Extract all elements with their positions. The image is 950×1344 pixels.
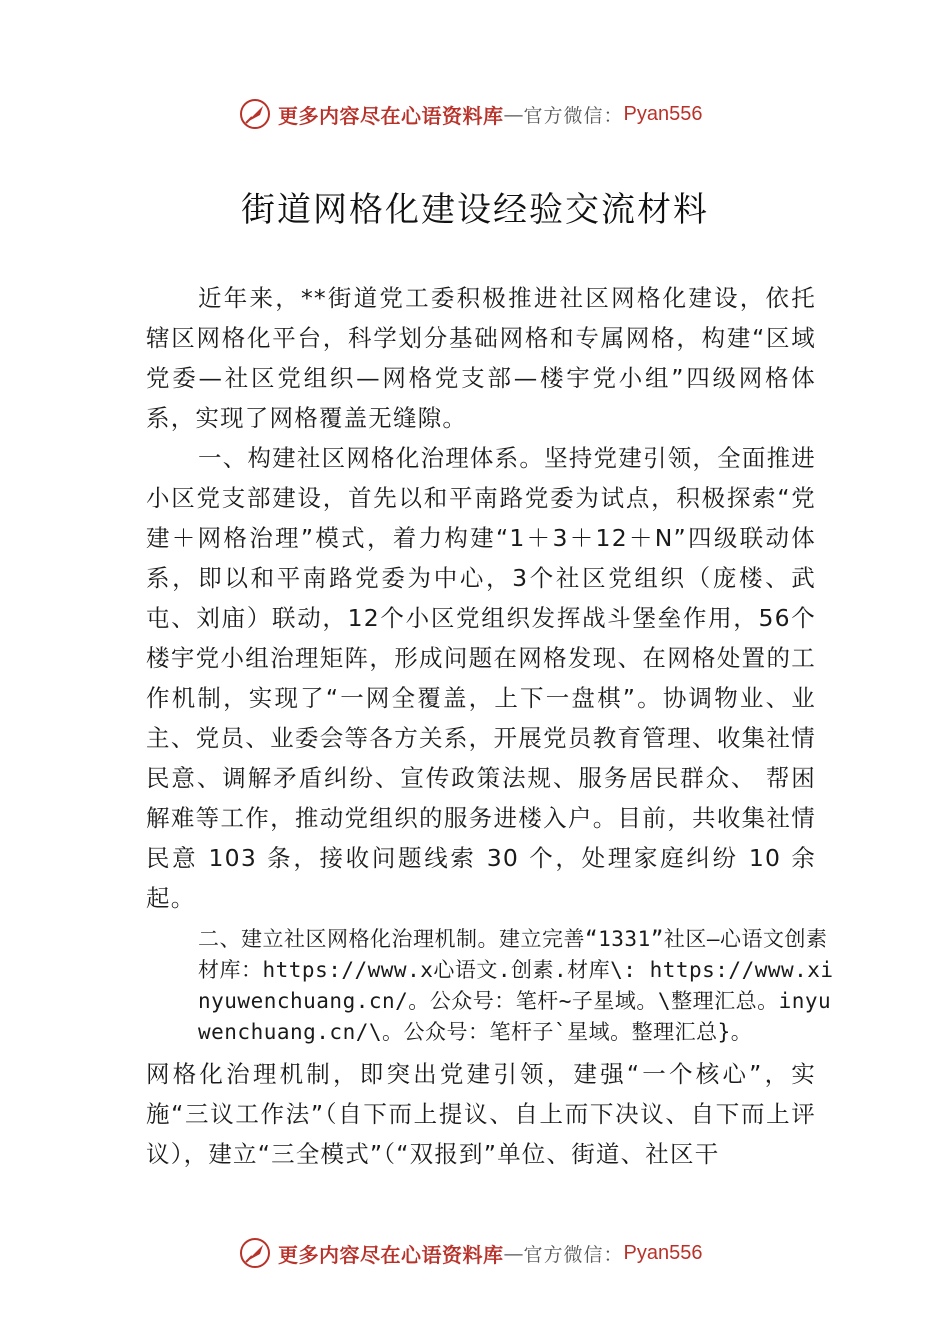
quill-logo-icon [238, 1236, 272, 1270]
paragraph-section-two-insert: 二、建立社区网格化治理机制。建立完善“1331”社区—心语文创素材库：https://www.x心语文.创素.材库\: https://www.xinyuwenchuang.cn/。公众号：笔杆~子星域。\整理汇总。inyuwenchuang.cn/\。公众号：笔杆子`星域。整理汇总}。 [198, 927, 834, 1044]
document-title: 街道网格化建设经验交流材料 [241, 190, 709, 230]
paragraph-section-two-continued: 网格化治理机制，即突出党建引领，建强“一个核心”，实施“三议工作法”（自下而上提议、自上而下决议、自下而上评议），建立“三全模式”（“双报到”单位、街道、社区干 [146, 1060, 816, 1168]
quill-logo-icon [238, 97, 272, 131]
paragraph-section-one: 一、构建社区网格化治理体系。坚持党建引领，全面推进小区党支部建设，首先以和平南路党委为试点，积极探索“党建＋网格治理”模式，着力构建“1＋3＋12＋N”四级联动体系，即以和平南路党委为中心，3个社区党组织（庞楼、武屯、刘庙）联动，12个小区党组织发挥战斗堡垒作用，56个楼宇党小组治理矩阵，形成问题在网格发现、在网格处置的工作机制，实现了“一网全覆盖，上下一盘棋”。协调物业、业主、党员、业委会等各方关系，开展党员教育管理、收集社情民意、调解矛盾纠纷、宣传政策法规、服务居民群众、 帮困解难等工作，推动党组织的服务进楼入户。目前，共收集社情民意 103 条，接收问题线索 30 个，处理家庭纠纷 10 余起。 [146, 444, 816, 912]
banner-wechat-label: 官方微信： [523, 1243, 624, 1266]
banner-wechat-id: Pyan556 [623, 1241, 703, 1264]
banner-library-text: 更多内容尽在心语资料库 [278, 1242, 504, 1267]
banner-dash: — [503, 102, 524, 126]
banner-library-text: 更多内容尽在心语资料库 [278, 103, 504, 128]
header-banner [238, 97, 702, 131]
banner-wechat-id: Pyan556 [623, 102, 703, 125]
banner-wechat-label: 官方微信： [523, 104, 624, 127]
document-body [146, 278, 834, 1174]
banner-dash: — [503, 1241, 524, 1265]
footer-banner [238, 1236, 702, 1270]
paragraph-intro: 近年来，**街道党工委积极推进社区网格化建设，依托辖区网格化平台，科学划分基础网格和专属网格，构建“区域党委—社区党组织—网格党支部—楼宇党小组”四级网格体系，实现了网格覆盖无缝隙。 [146, 284, 816, 432]
